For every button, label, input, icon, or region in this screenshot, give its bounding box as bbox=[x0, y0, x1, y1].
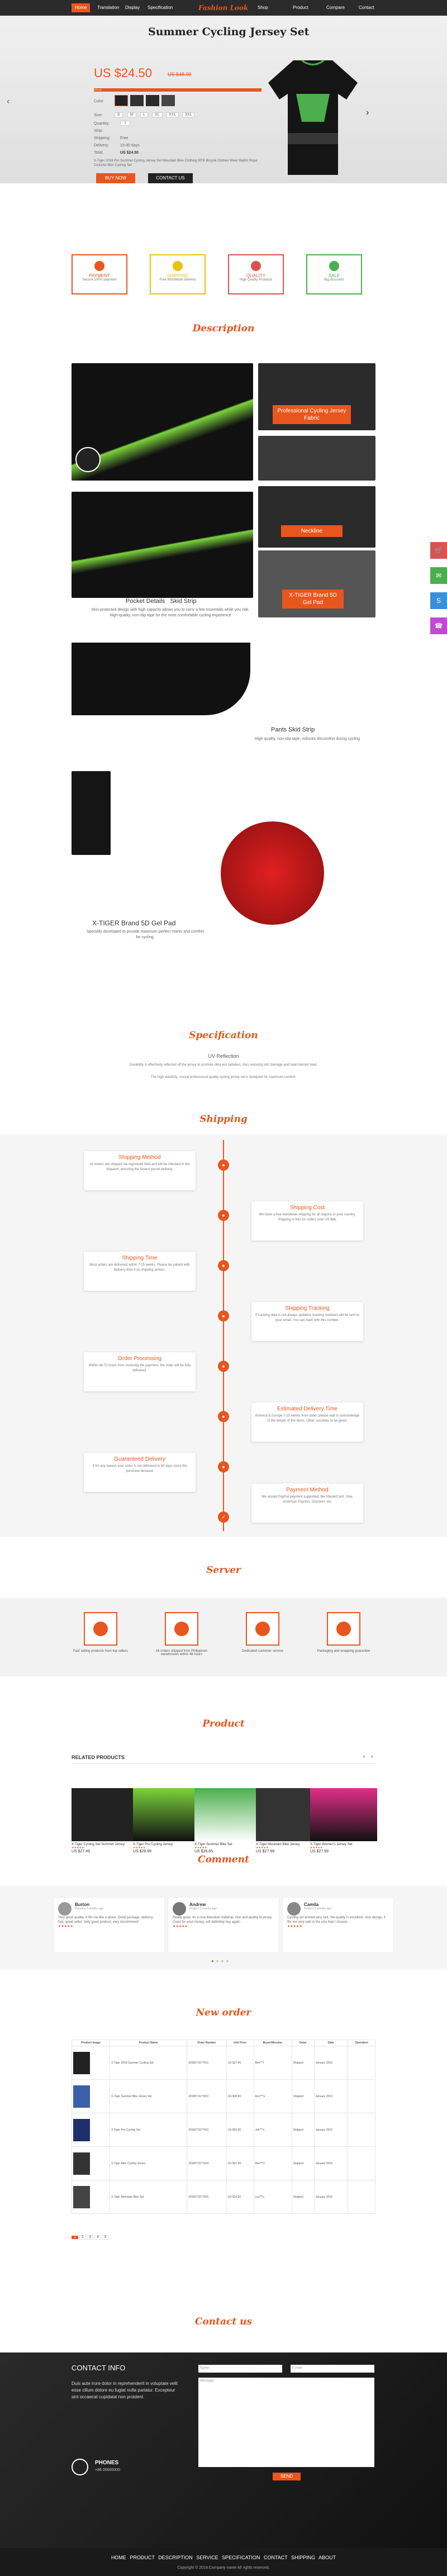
fabric-label: Professional Cycling Jersey Fabric bbox=[273, 405, 351, 424]
nav-shop[interactable]: Shop bbox=[258, 5, 268, 10]
color-swatch-2[interactable] bbox=[130, 95, 144, 106]
feature-sub: Free Worldwide Delivery bbox=[159, 278, 196, 282]
nav-translation[interactable]: Translation bbox=[97, 5, 120, 10]
email-input[interactable]: E-mail bbox=[291, 2365, 374, 2373]
column-header: Product Name bbox=[110, 2040, 187, 2046]
phone-icon bbox=[72, 2459, 88, 2475]
product-summary: X-Tiger 2018 Pro Summer Cycling Jersey Set Mountain Bike Clothing MTB Bicycle Clothes Wear Maillot Ropa Ciclismo Men Cycling Set bbox=[94, 159, 258, 167]
contact-section bbox=[0, 2352, 447, 2548]
pocket-desc: Skin-protected design with high capacity allows you to carry a few essentials while you ride. High-quality, non-slip tape for the most comfortable cycling experience bbox=[91, 608, 250, 617]
guaranteed-delivery-card bbox=[84, 1453, 196, 1492]
avatar bbox=[287, 1902, 301, 1916]
size-s[interactable]: S bbox=[115, 112, 123, 117]
gift-icon bbox=[336, 1622, 351, 1636]
timeline-dot: ● bbox=[218, 1411, 229, 1422]
copyright: Copyright © 2018.Company name All rights reserved. bbox=[177, 2566, 270, 2570]
color-label: Color: bbox=[94, 99, 104, 103]
column-header: Buyer/Member bbox=[254, 2040, 292, 2046]
neckline-label: Neckline bbox=[281, 525, 343, 537]
table-row bbox=[72, 2113, 375, 2147]
timeline-dot: ● bbox=[218, 1361, 229, 1372]
message-textarea[interactable]: Message bbox=[198, 2378, 374, 2467]
color-swatch-1[interactable] bbox=[115, 95, 128, 106]
table-row bbox=[72, 2180, 375, 2214]
rating-stars: ★★★★★ bbox=[58, 1925, 73, 1928]
server-item-2 bbox=[165, 1612, 198, 1646]
cell: January 2019 bbox=[314, 2180, 348, 2214]
hero-section bbox=[0, 16, 447, 183]
nav-product[interactable]: Product bbox=[293, 5, 308, 10]
rating-stars: ★★★★★ bbox=[194, 1846, 207, 1850]
truck-icon bbox=[173, 261, 183, 271]
fire-icon bbox=[93, 1622, 108, 1636]
product-name: X-Tiger Pro Cycling Jersey bbox=[133, 1843, 173, 1846]
size-3xl[interactable]: 3XL bbox=[182, 112, 194, 117]
card-desc: We have a free worldwide shipping for all regions to your country. Shipping is free for orders over US $88. bbox=[259, 1213, 356, 1222]
cell bbox=[348, 2046, 375, 2080]
cell: January 2019 bbox=[314, 2080, 348, 2113]
skid-title: Pants Skid Strip bbox=[271, 726, 315, 733]
cell: X-Tiger Mountain Bike Set bbox=[110, 2180, 187, 2214]
card-desc: Most orders are delivered within 7-15 weeks. Please be patient with delivery time if no shipping arrives. bbox=[89, 1263, 190, 1272]
color-swatch-4[interactable] bbox=[161, 95, 175, 106]
card-desc: All orders are shipped via registered Mail and will be checked in the dispatch, ensuring the fastest parcel delivery. bbox=[89, 1163, 190, 1171]
feature-shipping bbox=[150, 254, 206, 294]
review-date: Product 2 months ago bbox=[304, 1907, 331, 1910]
ship-label: Ship: bbox=[94, 129, 103, 133]
footer-link-specification[interactable]: SPECIFICATION bbox=[222, 2555, 260, 2560]
footer-link-contact[interactable]: CONTACT bbox=[263, 2555, 288, 2560]
feature-title: PAYMENT bbox=[89, 273, 110, 278]
review-card bbox=[53, 1897, 165, 1953]
product-thumb bbox=[72, 2180, 110, 2214]
divider bbox=[72, 1763, 375, 1764]
avatar bbox=[173, 1902, 186, 1916]
delivery-label: Delivery: bbox=[94, 144, 110, 148]
shield-icon bbox=[255, 1622, 270, 1636]
card-desc: America & Europe 7-15 weeks from order, please wait to acknowledge of the details of the items. Other countries to be given. bbox=[255, 1414, 360, 1423]
gel-pad-circle-photo bbox=[221, 821, 324, 925]
review-text: Really good. Its a nice liberation material, nice and quality fit jersey. Good for your money, will definitely buy again. bbox=[173, 1916, 273, 1924]
cell: US $27.99 bbox=[226, 2147, 254, 2180]
send-button[interactable]: SEND bbox=[273, 2473, 301, 2480]
card-title: Shipping Cost bbox=[289, 1205, 325, 1211]
cell: Mar***o bbox=[254, 2147, 292, 2180]
server-item-1 bbox=[84, 1612, 117, 1646]
shipping-value: Free bbox=[120, 136, 129, 140]
cell: Shipped bbox=[292, 2046, 314, 2080]
name-input[interactable]: Name bbox=[198, 2365, 282, 2373]
thumbs-up-icon bbox=[174, 1622, 189, 1636]
cell: Ann***a bbox=[254, 2080, 292, 2113]
cell: 2018071577424 bbox=[187, 2147, 226, 2180]
shipping-title: Shipping bbox=[199, 1114, 248, 1125]
feature-title: QUALITY bbox=[246, 273, 266, 278]
card-title: Estimated Delivery Time bbox=[277, 1406, 337, 1412]
rating-stars: ★★★★★ bbox=[287, 1925, 302, 1928]
server-label: Packaging and wrapping guarantee bbox=[317, 1650, 370, 1653]
skid-strip-photo bbox=[72, 643, 250, 715]
jersey-image bbox=[263, 49, 363, 183]
column-header: Order bbox=[292, 2040, 314, 2046]
pagination bbox=[72, 2235, 109, 2240]
neckline-photo bbox=[258, 436, 375, 481]
timeline-dot: ● bbox=[218, 1260, 229, 1271]
contact-title: Contact us bbox=[194, 2316, 253, 2327]
cell: 2018071577425 bbox=[187, 2180, 226, 2214]
shipping-method-card bbox=[84, 1151, 196, 1190]
cell: Shipped bbox=[292, 2180, 314, 2214]
footer-link-service[interactable]: SERVICE bbox=[196, 2555, 218, 2560]
total-label: Total: bbox=[94, 151, 103, 155]
cell bbox=[348, 2180, 375, 2214]
timeline-dot: ● bbox=[218, 1310, 229, 1322]
shipping-cost-card bbox=[251, 1201, 363, 1241]
nav-specification[interactable]: Specification bbox=[148, 5, 173, 10]
reviewer-name: Andrew bbox=[189, 1902, 206, 1907]
phone-number: +86 00000000 bbox=[95, 2468, 120, 2472]
product-thumb bbox=[72, 2147, 110, 2180]
feature-quality bbox=[228, 254, 284, 294]
product-thumb bbox=[72, 2046, 110, 2080]
column-header: Product Image bbox=[72, 2040, 110, 2046]
column-header: Order Number bbox=[187, 2040, 226, 2046]
server-label: Dedicated customer service bbox=[241, 1650, 284, 1653]
rating-stars: ★★★★★ bbox=[310, 1846, 323, 1850]
cell: X-Tiger Summer Bike Jersey Set bbox=[110, 2080, 187, 2113]
product-image bbox=[194, 1788, 261, 1841]
page-button[interactable]: 1 bbox=[72, 2236, 78, 2239]
shipping-tracking-card bbox=[251, 1302, 363, 1341]
server-label: All orders shipped from Philippines warehouses within 48 hours bbox=[155, 1650, 208, 1656]
card-title: Shipping Tracking bbox=[285, 1305, 330, 1311]
table-row bbox=[72, 2080, 375, 2113]
card-title: Order Processing bbox=[118, 1356, 161, 1362]
feature-payment bbox=[72, 254, 127, 294]
product-image bbox=[310, 1788, 377, 1841]
cell: 2018071577421 bbox=[187, 2046, 226, 2080]
new-order-title: New order bbox=[196, 2007, 251, 2018]
card-title: Guaranteed Delivery bbox=[114, 1456, 165, 1462]
product-name: X-Tiger Mountain Bike Jersey bbox=[256, 1843, 300, 1846]
spec-desc-2: The high elasticity, crucial professional quality cycling jersey set is designed for maximum comfort. bbox=[150, 1076, 297, 1079]
product-price: US $26.65 bbox=[194, 1850, 213, 1853]
card-desc: Within 48-72 hours from receiving the payment, the order will be fully delivered. bbox=[88, 1364, 191, 1372]
table-row bbox=[72, 2046, 375, 2080]
size-l[interactable]: L bbox=[140, 112, 148, 117]
feature-sale bbox=[306, 254, 362, 294]
reviewer-name: Burton bbox=[75, 1902, 90, 1907]
description-title: Description bbox=[192, 323, 255, 334]
product-thumb bbox=[72, 2113, 110, 2147]
buy-now-button[interactable]: BUY NOW bbox=[96, 173, 135, 183]
product-image bbox=[133, 1788, 200, 1841]
cart-side-icon[interactable]: 🛒 bbox=[430, 542, 447, 559]
cell: US $27.49 bbox=[226, 2046, 254, 2080]
column-header: Unit Price bbox=[226, 2040, 254, 2046]
size-xxl[interactable]: XXL bbox=[166, 112, 179, 117]
reviewer-name: Camila bbox=[304, 1902, 319, 1907]
feature-title: SHIPPING bbox=[167, 273, 189, 278]
size-label: Size: bbox=[94, 113, 103, 117]
page-button[interactable]: 3 bbox=[87, 2235, 93, 2240]
cell bbox=[348, 2080, 375, 2113]
order-processing-card bbox=[84, 1352, 196, 1391]
cell: X-Tiger Pro Cycling Set bbox=[110, 2113, 187, 2147]
server-label: Fast selling products from top sellers bbox=[73, 1650, 128, 1653]
contact-us-button[interactable]: CONTACT US bbox=[148, 173, 193, 183]
product-price: US $27.49 bbox=[72, 1850, 91, 1853]
cell: US $24.50 bbox=[226, 2180, 254, 2214]
server-item-3 bbox=[246, 1612, 279, 1646]
cell: Shipped bbox=[292, 2113, 314, 2147]
check-icon: ✓ bbox=[218, 1512, 229, 1523]
payment-method-card bbox=[251, 1484, 363, 1523]
estimated-delivery-card bbox=[251, 1403, 363, 1442]
nav-home[interactable]: Home bbox=[72, 3, 90, 12]
timeline-dot: ● bbox=[218, 1210, 229, 1221]
cell: January 2019 bbox=[314, 2147, 348, 2180]
cell: Joh***n bbox=[254, 2113, 292, 2147]
review-card bbox=[282, 1897, 394, 1953]
review-date: Product 3 months ago bbox=[189, 1907, 217, 1910]
page-button[interactable]: 4 bbox=[94, 2235, 101, 2240]
size-m[interactable]: M bbox=[127, 112, 136, 117]
rating-stars: ★★★★★ bbox=[133, 1846, 146, 1850]
card-title: Payment Method bbox=[286, 1487, 329, 1493]
product-title: Summer Cycling Jersey Set bbox=[148, 26, 310, 38]
nav-display[interactable]: Display bbox=[125, 5, 140, 10]
page-button[interactable]: 2 bbox=[79, 2235, 86, 2240]
product-title-section: Product bbox=[202, 1718, 245, 1729]
payment-icon bbox=[94, 261, 104, 271]
cell: Shipped bbox=[292, 2147, 314, 2180]
pocket-title: Pocket Details Skid Strip bbox=[126, 598, 197, 605]
product-name: X-Tiger Summer Bike Set bbox=[194, 1843, 232, 1846]
delivery-value: 15-30 days bbox=[120, 144, 140, 148]
feature-sub: High Quality Products bbox=[239, 278, 273, 282]
prev-arrow-icon[interactable]: ‹ bbox=[7, 97, 10, 106]
cell: January 2019 bbox=[314, 2046, 348, 2080]
review-text: Cycling set arrived very fast, the quality is excellent, nice design, it fits me very well in the size that I choose. bbox=[287, 1916, 386, 1924]
server-title: Server bbox=[206, 1565, 241, 1576]
footer bbox=[0, 2548, 447, 2576]
phones-label: PHONES bbox=[95, 2460, 119, 2466]
cell: 2018071577422 bbox=[187, 2080, 226, 2113]
timeline-dot: ● bbox=[218, 1461, 229, 1472]
product-price: US $27.99 bbox=[256, 1850, 275, 1853]
spec-desc-1: Durability & effectively reflected off the jersey to promote ultra viol radiation, thus reducing skin damage and heat-tolerant heat. bbox=[130, 1063, 317, 1067]
discount-bar bbox=[94, 88, 261, 92]
pocket-photo bbox=[72, 492, 253, 598]
quality-icon bbox=[251, 261, 261, 271]
jersey-thumbnail bbox=[75, 447, 101, 472]
cell: Luc***s bbox=[254, 2180, 292, 2214]
order-table bbox=[72, 2040, 375, 2214]
cell: X-Tiger 2018 Summer Cycling Set bbox=[110, 2046, 187, 2080]
gel-desc: Specially developed to provide maximum perfect marks and comfort for cycling. bbox=[86, 930, 205, 939]
specification-title: Specification bbox=[189, 1030, 258, 1041]
feature-sub: Secure 100% payment bbox=[82, 278, 117, 282]
card-desc: If for any reason your order is not delivered in 60 days since the purchase because bbox=[92, 1465, 187, 1473]
comment-title: Comment bbox=[198, 1854, 249, 1865]
product-name: X-Tiger Women's Jersey Set bbox=[310, 1843, 353, 1846]
discount-label: 50% off bbox=[94, 88, 261, 92]
card-desc: If tracking data is not always updated, tracking numbers will be sent to your email. You can track with this number. bbox=[255, 1314, 360, 1322]
total-value: US $24.50 bbox=[120, 151, 139, 155]
footer-link-description[interactable]: DESCRIPTION bbox=[158, 2555, 193, 2560]
product-thumb bbox=[72, 2080, 110, 2113]
table-header-row bbox=[72, 2040, 375, 2046]
card-title: Shipping Time bbox=[122, 1255, 158, 1261]
cell bbox=[348, 2113, 375, 2147]
feature-sub: Big discounts bbox=[324, 278, 344, 282]
cell: US $28.99 bbox=[226, 2080, 254, 2113]
footer-link-about[interactable]: ABOUT bbox=[318, 2555, 336, 2560]
card-desc: We accept PayPal payment supported, like MasterCard, Visa, American Express, Discover, etc. bbox=[261, 1495, 353, 1504]
nav-contact[interactable]: Contact bbox=[359, 5, 374, 10]
footer-link-product[interactable]: PRODUCT bbox=[130, 2555, 155, 2560]
table-row bbox=[72, 2147, 375, 2180]
skid-desc: High-quality, non-slip tape, reduces discomfort during cycling bbox=[254, 737, 360, 741]
gel-pad-label: X-TIGER Brand 5D Gel Pad bbox=[282, 590, 344, 609]
price: US $24.50 bbox=[94, 66, 152, 80]
quantity-label: Quantity: bbox=[94, 122, 110, 126]
server-section bbox=[0, 1598, 447, 1676]
avatar bbox=[58, 1902, 72, 1916]
carousel-next-icon[interactable]: › bbox=[371, 1753, 373, 1760]
page-button[interactable]: 5 bbox=[102, 2235, 109, 2240]
column-header: Date bbox=[314, 2040, 348, 2046]
footer-link-home[interactable]: HOME bbox=[111, 2555, 126, 2560]
rating-stars: ★★★★★ bbox=[256, 1846, 269, 1850]
shipping-label: Shipping: bbox=[94, 136, 111, 140]
product-name: X-Tiger Cycling Set Summer Jersey bbox=[72, 1843, 125, 1846]
shipping-time-card bbox=[84, 1252, 196, 1291]
timeline-dot: ● bbox=[218, 1159, 229, 1171]
review-date: Payment 3 months ago bbox=[75, 1907, 104, 1910]
cell: X-Tiger Men Cycling Jersey bbox=[110, 2147, 187, 2180]
carousel-dots[interactable]: ●●●● bbox=[211, 1959, 231, 1964]
rating-stars: ★★★★★ bbox=[72, 1846, 84, 1850]
sale-icon bbox=[329, 261, 339, 271]
cell: Ben***r bbox=[254, 2046, 292, 2080]
product-price: US $28.99 bbox=[133, 1850, 152, 1853]
contact-info-heading: CONTACT INFO bbox=[72, 2364, 126, 2372]
cell: 2018071577423 bbox=[187, 2113, 226, 2147]
contact-desc: Duis aute irure dolor in reprehenderit in voluptate velit esse cillum dolore eu fugiat nulla pariatur. Excepteur sint occaecat cupidatat non proident. bbox=[72, 2381, 178, 2399]
cell: Shipped bbox=[292, 2080, 314, 2113]
rating-stars: ★★★★★ bbox=[173, 1925, 188, 1928]
related-products-heading: RELATED PRODUCTS bbox=[72, 1755, 125, 1760]
footer-links bbox=[0, 2555, 447, 2560]
cell: January 2019 bbox=[314, 2113, 348, 2147]
review-card bbox=[168, 1897, 279, 1953]
card-title: Shipping Method bbox=[118, 1154, 161, 1161]
spec-subtitle: UV Reflection bbox=[208, 1053, 239, 1059]
server-item-4 bbox=[327, 1612, 360, 1646]
product-image bbox=[72, 1788, 139, 1841]
timeline-line bbox=[223, 1140, 224, 1531]
feature-title: SALE bbox=[328, 273, 340, 278]
carousel-prev-icon[interactable]: ‹ bbox=[363, 1753, 365, 1760]
shorts-photo bbox=[72, 771, 111, 855]
logo[interactable]: Fashion Look bbox=[198, 4, 249, 12]
cell: US $26.65 bbox=[226, 2113, 254, 2147]
neckline-closeup bbox=[258, 486, 375, 548]
review-text: Very good quality. It fits me like a glove. Good package, delivery fast, great seller. Very good product, very recommend! bbox=[58, 1916, 153, 1924]
next-arrow-icon[interactable]: › bbox=[366, 108, 369, 117]
top-nav bbox=[0, 0, 447, 16]
email-side-icon[interactable]: ✉ bbox=[430, 567, 447, 584]
quantity-input[interactable]: 1 bbox=[120, 121, 130, 126]
column-header: Operation bbox=[348, 2040, 375, 2046]
color-swatch-3[interactable] bbox=[146, 95, 159, 106]
skype-side-icon[interactable]: S bbox=[430, 592, 447, 609]
footer-link-shipping[interactable]: SHIPPING bbox=[291, 2555, 316, 2560]
cell bbox=[348, 2147, 375, 2180]
nav-compare[interactable]: Compare bbox=[326, 5, 345, 10]
product-price: US $27.99 bbox=[310, 1850, 329, 1853]
phone-side-icon[interactable]: ☎ bbox=[430, 617, 447, 634]
gel-title: X-TIGER Brand 5D Gel Pad bbox=[92, 919, 176, 927]
size-xl[interactable]: XL bbox=[152, 112, 163, 117]
old-price: US $48.99 bbox=[168, 72, 192, 77]
